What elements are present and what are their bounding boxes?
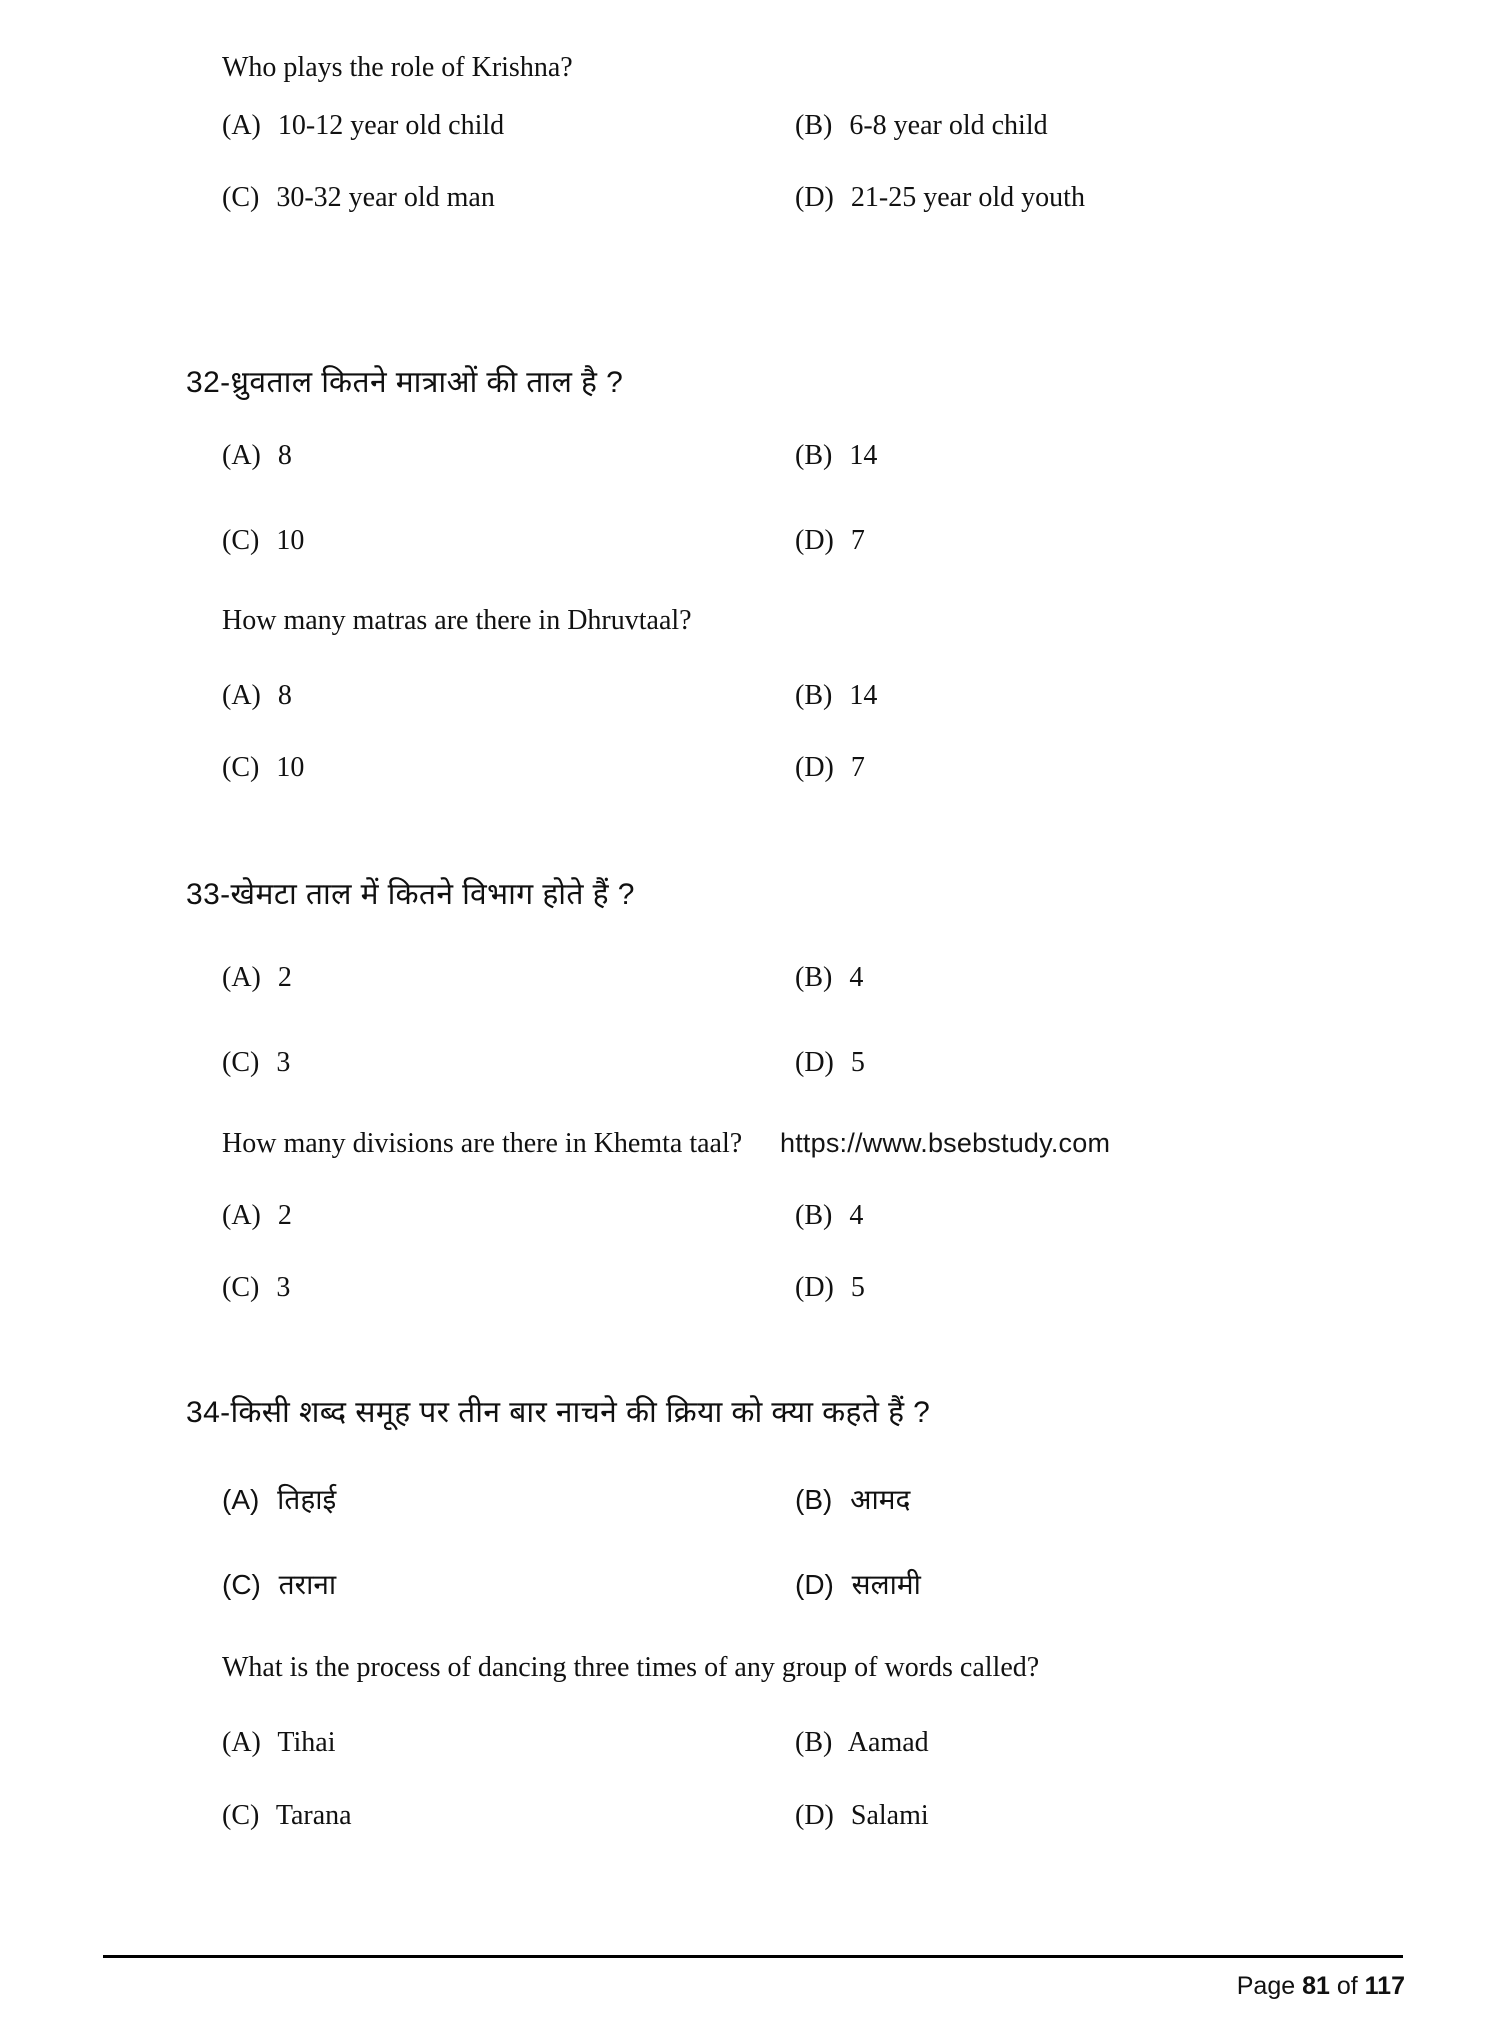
option-d-text: 21-25 year old youth — [850, 182, 1085, 213]
question-32-stem-english: How many matras are there in Dhruvtaal? — [222, 605, 692, 636]
option-label: (D) — [795, 1800, 834, 1831]
option-text: 2 — [277, 1200, 292, 1231]
question-33-option-a-en[interactable] — [222, 1200, 292, 1232]
option-label: (B) — [795, 1200, 833, 1231]
option-a[interactable] — [222, 110, 504, 142]
option-text: 4 — [849, 1200, 864, 1231]
footer-middle: of — [1329, 1972, 1365, 2000]
option-text: Aamad — [847, 1727, 929, 1758]
question-32-option-c-hi[interactable] — [222, 525, 304, 557]
option-text: तराना — [278, 1569, 337, 1600]
question-34-stem-hindi: 34-किसी शब्द समूह पर तीन बार नाचने की क्रिया को क्या कहते हैं ? — [186, 1396, 931, 1429]
option-c-label: (C) — [222, 182, 260, 213]
option-text: 3 — [276, 1272, 291, 1303]
footer-page-number: 81 — [1302, 1972, 1330, 2000]
option-text: Tarana — [275, 1800, 352, 1831]
option-label: (A) — [222, 1727, 261, 1758]
option-c[interactable] — [222, 182, 495, 214]
option-text: 4 — [849, 962, 864, 993]
footer-total-pages: 117 — [1364, 1972, 1405, 2000]
option-text: Tihai — [277, 1727, 336, 1758]
question-33-option-b-hi[interactable] — [795, 962, 863, 994]
question-32-option-a-en[interactable] — [222, 680, 292, 712]
option-text: 10 — [276, 525, 305, 556]
question-33-option-d-en[interactable] — [795, 1272, 865, 1304]
option-label: (C) — [222, 1800, 260, 1831]
option-label: (C) — [222, 752, 260, 783]
option-label: (D) — [795, 1047, 834, 1078]
option-d-label: (D) — [795, 182, 834, 213]
option-label: (D) — [795, 1272, 834, 1303]
option-label: (D) — [795, 1569, 834, 1600]
question-34-option-d-en[interactable] — [795, 1800, 929, 1832]
option-label: (B) — [795, 680, 833, 711]
option-label: (C) — [222, 1272, 260, 1303]
question-33-option-c-en[interactable] — [222, 1272, 290, 1304]
option-text: 14 — [849, 680, 878, 711]
question-34-option-c-hi[interactable] — [222, 1565, 336, 1603]
option-a-text: 10-12 year old child — [277, 110, 505, 141]
question-stem-english: Who plays the role of Krishna? — [222, 52, 573, 83]
option-b-label: (B) — [795, 110, 833, 141]
question-33-stem-hindi: 33-खेमटा ताल में कितने विभाग होते हैं ? — [186, 878, 635, 911]
option-b-text: 6-8 year old child — [849, 110, 1048, 141]
option-label: (B) — [795, 1484, 833, 1515]
question-33-option-a-hi[interactable] — [222, 962, 292, 994]
option-label: (C) — [222, 1569, 261, 1600]
question-32-option-d-en[interactable] — [795, 752, 865, 784]
option-label: (C) — [222, 525, 260, 556]
option-c-text: 30-32 year old man — [276, 182, 495, 213]
question-32-option-c-en[interactable] — [222, 752, 304, 784]
page-footer — [1237, 1972, 1405, 2001]
question-33-option-b-en[interactable] — [795, 1200, 863, 1232]
option-b[interactable] — [795, 110, 1048, 142]
question-32-option-d-hi[interactable] — [795, 525, 865, 557]
question-34-option-a-en[interactable] — [222, 1727, 335, 1759]
option-text: सलामी — [851, 1569, 921, 1600]
question-33-stem-english: How many divisions are there in Khemta taal? — [222, 1128, 743, 1159]
question-34-option-d-hi[interactable] — [795, 1565, 921, 1603]
option-text: 5 — [850, 1272, 865, 1303]
question-34-option-b-en[interactable] — [795, 1727, 929, 1759]
option-text: Salami — [850, 1800, 929, 1831]
footer-divider — [103, 1955, 1403, 1958]
option-text: 7 — [850, 752, 865, 783]
option-text: 3 — [276, 1047, 291, 1078]
question-33-option-c-hi[interactable] — [222, 1047, 290, 1079]
question-32-option-b-hi[interactable] — [795, 440, 877, 472]
question-34-stem-english: What is the process of dancing three times of any group of words called? — [222, 1652, 1040, 1683]
option-label: (A) — [222, 440, 261, 471]
option-d[interactable] — [795, 182, 1085, 214]
option-text: 5 — [850, 1047, 865, 1078]
option-text: 14 — [849, 440, 878, 471]
question-34-option-b-hi[interactable] — [795, 1480, 910, 1518]
option-text: तिहाई — [277, 1484, 337, 1515]
watermark-url: https://www.bsebstudy.com — [780, 1128, 1111, 1158]
footer-prefix: Page — [1236, 1972, 1303, 2000]
option-text: 2 — [277, 962, 292, 993]
option-label: (A) — [222, 680, 261, 711]
option-text: 8 — [277, 680, 292, 711]
option-label: (A) — [222, 1484, 260, 1515]
question-34-option-c-en[interactable] — [222, 1800, 352, 1832]
option-label: (D) — [795, 525, 834, 556]
question-33-option-d-hi[interactable] — [795, 1047, 865, 1079]
option-a-label: (A) — [222, 110, 261, 141]
option-text: 10 — [276, 752, 305, 783]
question-34-option-a-hi[interactable] — [222, 1480, 336, 1518]
option-label: (A) — [222, 962, 261, 993]
option-label: (A) — [222, 1200, 261, 1231]
option-text: आमद — [850, 1484, 911, 1515]
option-label: (B) — [795, 1727, 833, 1758]
option-text: 7 — [850, 525, 865, 556]
question-32-option-a-hi[interactable] — [222, 440, 292, 472]
option-text: 8 — [277, 440, 292, 471]
question-32-option-b-en[interactable] — [795, 680, 877, 712]
option-label: (D) — [795, 752, 834, 783]
option-label: (B) — [795, 962, 833, 993]
question-32-stem-hindi: 32-ध्रुवताल कितने मात्राओं की ताल है ? — [186, 366, 624, 399]
option-label: (B) — [795, 440, 833, 471]
option-label: (C) — [222, 1047, 260, 1078]
